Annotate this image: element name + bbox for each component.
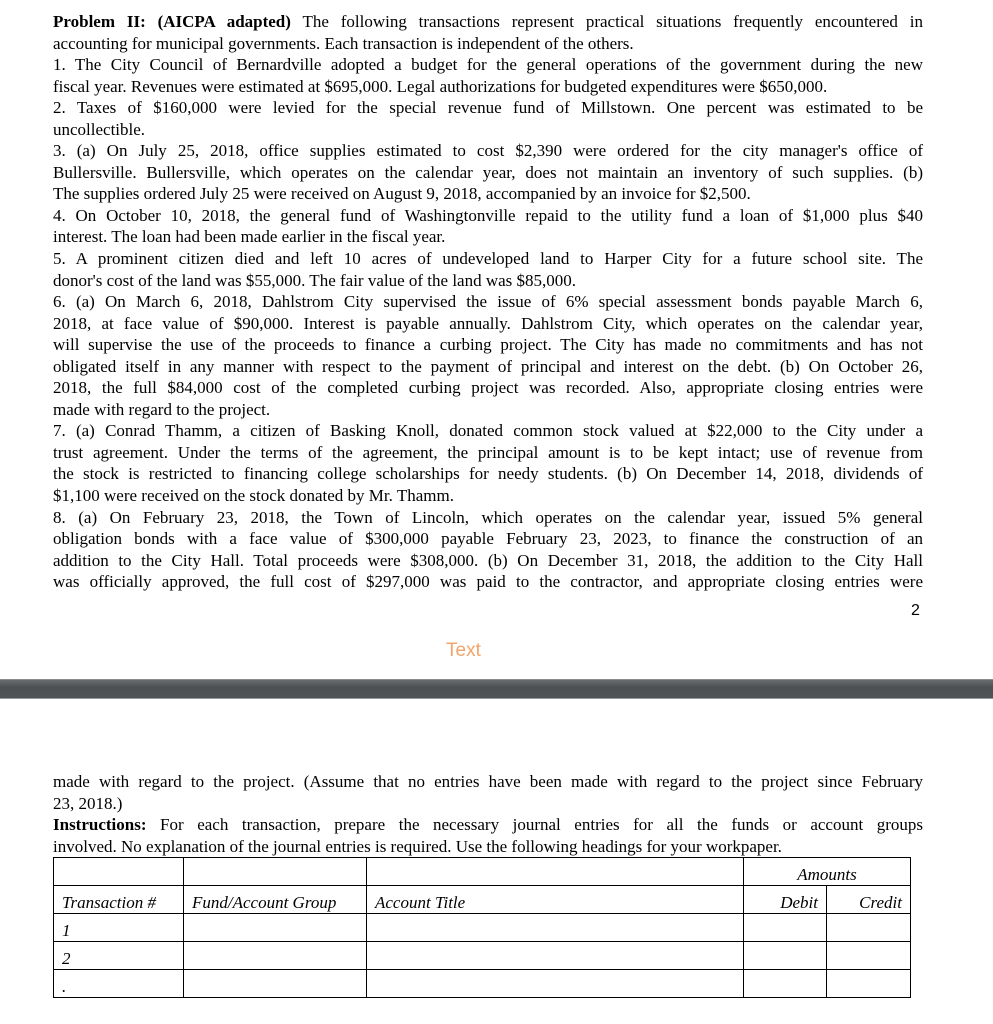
cell	[827, 914, 911, 942]
line-text: Bullersville. Bullersville, which operates on the calendar year, does not maintain an inventory of such supplies. (b)	[53, 162, 923, 182]
line-text: was officially approved, the full cost of $297,000 was paid to the contractor, and appropriate closing entries were	[53, 572, 923, 592]
page2-text	[53, 771, 923, 857]
line-text: 5. A prominent citizen died and left 10 acres of undeveloped land to Harper City for a future school site. The	[53, 249, 923, 269]
text-line	[53, 76, 923, 98]
text-line	[53, 571, 923, 593]
line-text: 7. (a) Conrad Thamm, a citizen of Basking Knoll, donated common stock valued at $22,000 to the City under a	[53, 421, 923, 441]
text-line	[53, 291, 923, 313]
text-line	[53, 140, 923, 162]
text-line	[53, 771, 923, 793]
text-line	[53, 205, 923, 227]
text-line	[53, 119, 923, 141]
line-text: interest. The loan had been made earlier in the fiscal year.	[53, 227, 446, 247]
line-text: obligation bonds with a face value of $300,000 payable February 23, 2023, to finance the construction of an	[53, 529, 923, 549]
line-text: The supplies ordered July 25 were received on August 9, 2018, accompanied by an invoice for $2,500.	[53, 184, 751, 204]
workpaper-table	[53, 857, 911, 998]
line-text: 4. On October 10, 2018, the general fund of Washingtonville repaid to the utility fund a loan of $1,000 plus $40	[53, 205, 923, 225]
text-line	[53, 183, 923, 205]
line-text: 2018, the full $84,000 cost of the completed curbing project was recorded. Also, appropriate closing entries were	[53, 378, 923, 398]
text-line	[53, 507, 923, 529]
text-line	[53, 226, 923, 248]
text-line	[53, 97, 923, 119]
cell	[827, 970, 911, 998]
text-line	[53, 162, 923, 184]
text-line	[53, 793, 923, 815]
table-header-amounts	[54, 858, 911, 886]
header-debit: Debit	[744, 886, 827, 914]
page-number: 2	[911, 602, 920, 619]
cell	[367, 914, 744, 942]
cell	[827, 942, 911, 970]
text-line	[53, 334, 923, 356]
cell	[184, 914, 367, 942]
bold-heading: Problem II: (AICPA adapted)	[53, 12, 291, 31]
bold-heading: Instructions:	[53, 815, 147, 835]
text-line	[53, 463, 923, 485]
text-line	[53, 356, 923, 378]
line-text: $1,100 were received on the stock donated by Mr. Thamm.	[53, 486, 454, 506]
line-text: The following transactions represent practical situations frequently encountered in	[290, 12, 923, 31]
line-text: fiscal year. Revenues were estimated at $695,000. Legal authorizations for budgeted expenditures were $650,000.	[53, 76, 828, 96]
header-blank	[367, 858, 744, 886]
line-text: accounting for municipal governments. Each transaction is independent of the others.	[53, 33, 634, 53]
header-blank	[54, 858, 184, 886]
cell	[184, 942, 367, 970]
page-divider	[0, 679, 993, 699]
table-row	[54, 942, 911, 970]
text-line	[53, 313, 923, 335]
header-blank	[184, 858, 367, 886]
table-row	[54, 970, 911, 998]
text-line	[53, 54, 923, 76]
line-text: the stock is restricted to financing college scholarships for needy students. (b) On December 14, 2018, dividends of	[53, 464, 923, 484]
line-text: addition to the City Hall. Total proceeds were $308,000. (b) On December 31, 2018, the addition to the City Hall	[53, 550, 923, 570]
text-line	[53, 399, 923, 421]
header-transaction: Transaction #	[54, 886, 184, 914]
text-line	[53, 550, 923, 572]
line-text: uncollectible.	[53, 119, 146, 139]
line-text: trust agreement. Under the terms of the agreement, the principal amount is to be kept intact; use of revenue from	[53, 442, 923, 462]
line-text: donor's cost of the land was $55,000. The fair value of the land was $85,000.	[53, 270, 577, 290]
text-line	[53, 420, 923, 442]
line-text: 2. Taxes of $160,000 were levied for the special revenue fund of Millstown. One percent was estimated to be	[53, 98, 923, 118]
text-line	[53, 485, 923, 507]
table-row	[54, 914, 911, 942]
line-text: 2018, at face value of $90,000. Interest is payable annually. Dahlstrom City, which operates on the calendar year,	[53, 313, 923, 333]
text-tool-overlay[interactable]: Text	[446, 640, 481, 661]
text-line	[53, 11, 923, 33]
cell: 2	[54, 942, 184, 970]
header-fund-account-group: Fund/Account Group	[184, 886, 367, 914]
line-text: involved. No explanation of the journal entries is required. Use the following headings for your workpaper.	[53, 836, 782, 856]
line-text: 3. (a) On July 25, 2018, office supplies estimated to cost $2,390 were ordered for the city manager's office of	[53, 141, 923, 161]
line-text: 8. (a) On February 23, 2018, the Town of Lincoln, which operates on the calendar year, issued 5% general	[53, 507, 923, 527]
line-text: will supervise the use of the proceeds to finance a curbing project. The City has made no commitments and has not	[53, 335, 923, 355]
cell	[367, 970, 744, 998]
line-text: 1. The City Council of Bernardville adopted a budget for the general operations of the government during the new	[53, 55, 923, 75]
line-text: made with regard to the project.	[53, 399, 271, 419]
text-line	[53, 33, 923, 55]
line-text: obligated itself in any manner with respect to the payment of principal and interest on the debt. (b) On October 26,	[53, 356, 923, 376]
text-line	[53, 377, 923, 399]
cell: 1	[54, 914, 184, 942]
page1-text	[53, 11, 923, 593]
text-line	[53, 270, 923, 292]
cell	[744, 942, 827, 970]
header-credit: Credit	[827, 886, 911, 914]
text-line	[53, 442, 923, 464]
cell	[744, 914, 827, 942]
cell	[744, 970, 827, 998]
cell	[184, 970, 367, 998]
text-line	[53, 248, 923, 270]
text-line	[53, 528, 923, 550]
table-header-row	[54, 886, 911, 914]
line-text: 6. (a) On March 6, 2018, Dahlstrom City supervised the issue of 6% special assessment bonds payable March 6,	[53, 292, 923, 312]
text-line	[53, 836, 923, 858]
cell	[367, 942, 744, 970]
line-text: 23, 2018.)	[53, 793, 123, 813]
line-text: made with regard to the project. (Assume that no entries have been made with regard to the project since February	[53, 772, 923, 791]
header-account-title: Account Title	[367, 886, 744, 914]
text-line	[53, 814, 923, 836]
line-text: For each transaction, prepare the necessary journal entries for all the funds or account groups	[146, 815, 923, 835]
cell: .	[54, 970, 184, 998]
amounts-header: Amounts	[744, 858, 911, 886]
